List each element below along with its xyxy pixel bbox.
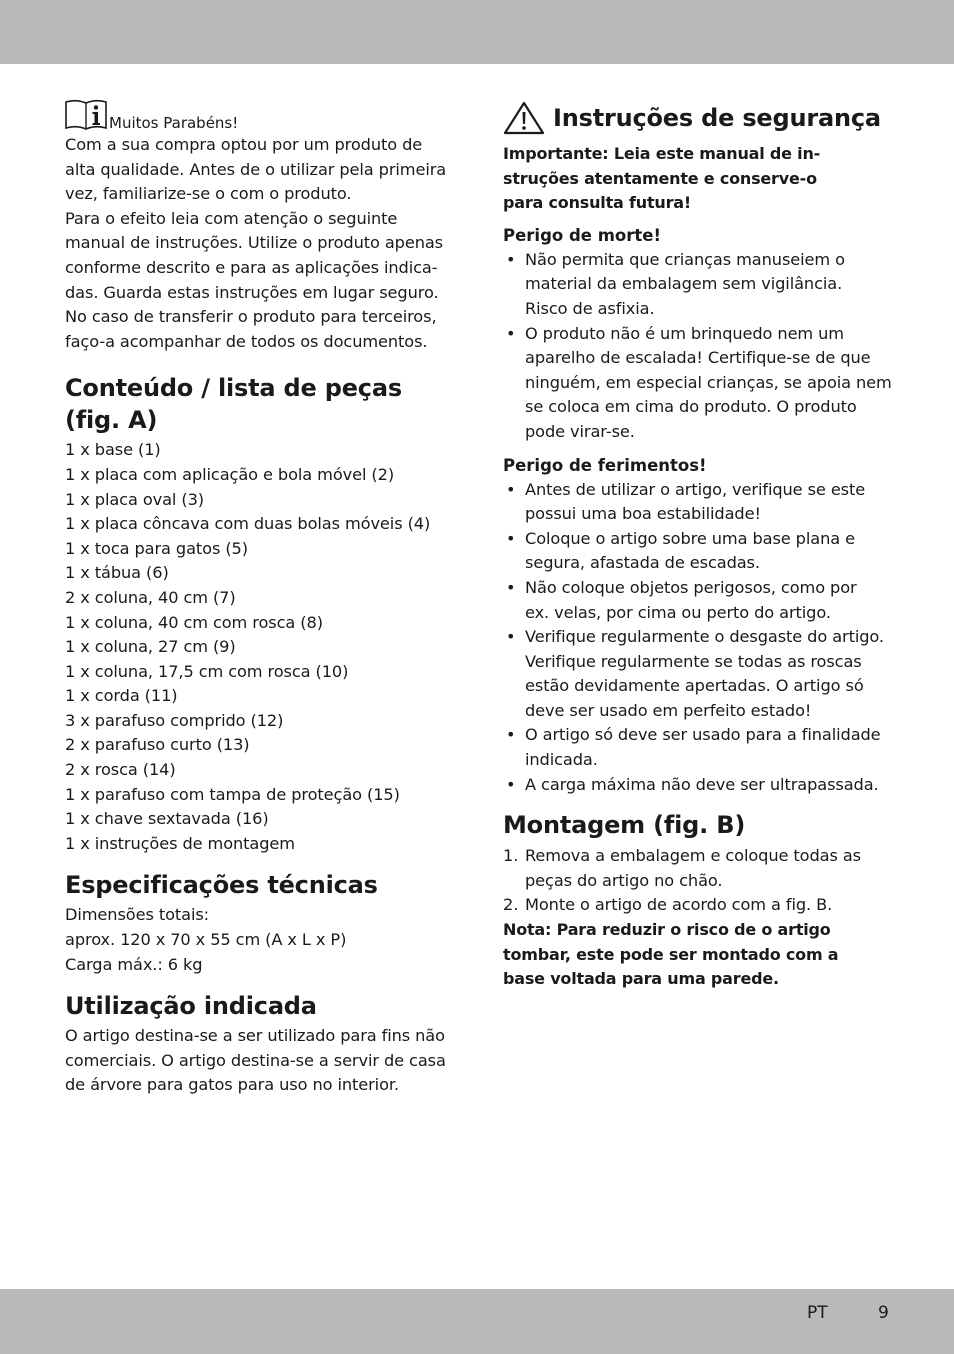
list-item bbox=[503, 322, 903, 445]
death-danger-list bbox=[503, 248, 903, 445]
safety-important bbox=[503, 142, 903, 216]
important-line: para consulta futura! bbox=[503, 193, 691, 213]
parts-list-item: 1 x placa oval (3) bbox=[65, 489, 205, 509]
manual-info-icon bbox=[65, 98, 107, 132]
contents-title-line2: (fig. A) bbox=[65, 406, 158, 435]
bullet-line: Verifique regularmente o desgaste do artigo. bbox=[525, 627, 884, 647]
contents-title-line1: Conteúdo / lista de peças bbox=[65, 374, 402, 403]
step-line: Remova a embalagem e coloque todas as bbox=[525, 846, 861, 866]
bullet-line: possui uma boa estabilidade! bbox=[525, 504, 761, 524]
parts-list-item: 1 x placa côncava com duas bolas móveis (4) bbox=[65, 514, 431, 534]
parts-list-item: 1 x toca para gatos (5) bbox=[65, 538, 248, 558]
intro-line: faço-a acompanhar de todos os documentos. bbox=[65, 331, 428, 351]
intro-line: vez, familiarize-se o com o produto. bbox=[65, 184, 352, 204]
list-item bbox=[503, 773, 903, 798]
bullet-line: estão devidamente apertadas. O artigo só bbox=[525, 676, 864, 696]
specs-title: Especificações técnicas bbox=[65, 871, 378, 900]
right-column bbox=[503, 100, 903, 992]
intro-line: conforme descrito e para as aplicações indica- bbox=[65, 257, 438, 277]
bullet-line: indicada. bbox=[525, 750, 598, 770]
bullet-line: Antes de utilizar o artigo, verifique se este bbox=[525, 479, 866, 499]
safety-title: Instruções de segurança bbox=[553, 104, 881, 132]
parts-list-item: 1 x placa com aplicação e bola móvel (2) bbox=[65, 464, 395, 484]
important-line: Importante: Leia este manual de in- bbox=[503, 144, 821, 163]
intro-line: das. Guarda estas instruções em lugar seguro. bbox=[65, 282, 439, 302]
specs-text bbox=[65, 903, 455, 977]
parts-list-item: 1 x coluna, 27 cm (9) bbox=[65, 637, 236, 657]
bullet-line: material da embalagem sem vigilância. bbox=[525, 274, 843, 294]
list-item bbox=[503, 723, 903, 772]
parts-list-item: 1 x chave sextavada (16) bbox=[65, 809, 269, 829]
header-band bbox=[0, 0, 954, 64]
parts-list-item: 2 x parafuso curto (13) bbox=[65, 735, 250, 755]
usage-line: O artigo destina-se a ser utilizado para fins não bbox=[65, 1026, 445, 1046]
specs-line: Dimensões totais: bbox=[65, 905, 210, 925]
parts-list-item: 1 x corda (11) bbox=[65, 686, 178, 706]
specs-line: aprox. 120 x 70 x 55 cm (A x L x P) bbox=[65, 930, 347, 950]
bullet-line: aparelho de escalada! Certifique-se de que bbox=[525, 348, 871, 368]
parts-list bbox=[65, 438, 455, 856]
intro-line: alta qualidade. Antes de o utilizar pela primeira bbox=[65, 159, 447, 179]
injury-danger-list bbox=[503, 478, 903, 798]
parts-list-item: 1 x coluna, 40 cm com rosca (8) bbox=[65, 612, 323, 632]
left-column bbox=[65, 96, 455, 1098]
list-item bbox=[503, 248, 903, 322]
step-number: 1. bbox=[503, 846, 519, 866]
usage-line: comerciais. O artigo destina-se a servir de casa bbox=[65, 1050, 446, 1070]
step-line: peças do artigo no chão. bbox=[525, 870, 723, 890]
parts-list-item: 3 x parafuso comprido (12) bbox=[65, 710, 284, 730]
list-item bbox=[503, 576, 903, 625]
bullet-line: pode virar-se. bbox=[525, 421, 635, 441]
intro-line: No caso de transferir o produto para terceiros, bbox=[65, 307, 437, 327]
parts-list-item: 1 x instruções de montagem bbox=[65, 833, 295, 853]
parts-list-item: 2 x coluna, 40 cm (7) bbox=[65, 587, 236, 607]
bullet-line: segura, afastada de escadas. bbox=[525, 553, 760, 573]
assembly-title: Montagem (fig. B) bbox=[503, 811, 746, 840]
bullet-line: Não permita que crianças manuseiem o bbox=[525, 249, 845, 269]
list-item bbox=[503, 844, 903, 893]
usage-text bbox=[65, 1024, 455, 1098]
parts-list-item: 2 x rosca (14) bbox=[65, 760, 176, 780]
intro-line: Para o efeito leia com atenção o seguinte bbox=[65, 208, 398, 228]
assembly-steps bbox=[503, 844, 903, 918]
step-line: Monte o artigo de acordo com a fig. B. bbox=[525, 895, 833, 915]
step-number: 2. bbox=[503, 895, 519, 915]
list-item bbox=[503, 893, 903, 918]
parts-list-item: 1 x coluna, 17,5 cm com rosca (10) bbox=[65, 661, 349, 681]
intro-heading-row bbox=[65, 96, 455, 132]
list-item bbox=[503, 625, 903, 723]
intro-heading: Muitos Parabéns! bbox=[109, 114, 239, 132]
footer-language: PT bbox=[807, 1303, 828, 1323]
page-number: 9 bbox=[878, 1303, 889, 1323]
bullet-line: A carga máxima não deve ser ultrapassada. bbox=[525, 774, 879, 794]
bullet-line: Não coloque objetos perigosos, como por bbox=[525, 577, 857, 597]
usage-title: Utilização indicada bbox=[65, 992, 317, 1021]
bullet-line: Risco de asfixia. bbox=[525, 298, 655, 318]
intro-text bbox=[65, 133, 455, 354]
contents-title bbox=[65, 372, 455, 436]
bullet-line: O artigo só deve ser usado para a finalidade bbox=[525, 725, 881, 745]
parts-list-item: 1 x tábua (6) bbox=[65, 563, 169, 583]
assembly-note bbox=[503, 918, 903, 992]
warning-triangle-icon bbox=[503, 101, 545, 135]
bullet-line: se coloca em cima do produto. O produto bbox=[525, 397, 857, 417]
parts-list-item: 1 x parafuso com tampa de proteção (15) bbox=[65, 784, 400, 804]
note-line: Nota: Para reduzir o risco de o artigo bbox=[503, 920, 831, 940]
parts-list-item: 1 x base (1) bbox=[65, 440, 161, 460]
death-danger-heading: Perigo de morte! bbox=[503, 225, 661, 245]
note-line: tombar, este pode ser montado com a bbox=[503, 944, 839, 964]
injury-danger-heading: Perigo de ferimentos! bbox=[503, 455, 707, 475]
note-line: base voltada para uma parede. bbox=[503, 969, 779, 989]
usage-line: de árvore para gatos para uso no interior. bbox=[65, 1075, 399, 1095]
list-item bbox=[503, 527, 903, 576]
bullet-line: deve ser usado em perfeito estado! bbox=[525, 700, 812, 720]
bullet-line: Coloque o artigo sobre uma base plana e bbox=[525, 528, 855, 548]
bullet-line: ninguém, em especial crianças, se apoia nem bbox=[525, 372, 892, 392]
bullet-line: ex. velas, por cima ou perto do artigo. bbox=[525, 602, 831, 622]
bullet-line: Verifique regularmente se todas as roscas bbox=[525, 651, 862, 671]
intro-line: manual de instruções. Utilize o produto apenas bbox=[65, 233, 444, 253]
bullet-line: O produto não é um brinquedo nem um bbox=[525, 323, 844, 343]
important-line: struções atentamente e conserve-o bbox=[503, 168, 817, 188]
list-item bbox=[503, 478, 903, 527]
intro-line: Com a sua compra optou por um produto de bbox=[65, 135, 423, 154]
specs-line: Carga máx.: 6 kg bbox=[65, 954, 203, 974]
safety-heading-row bbox=[503, 100, 903, 136]
